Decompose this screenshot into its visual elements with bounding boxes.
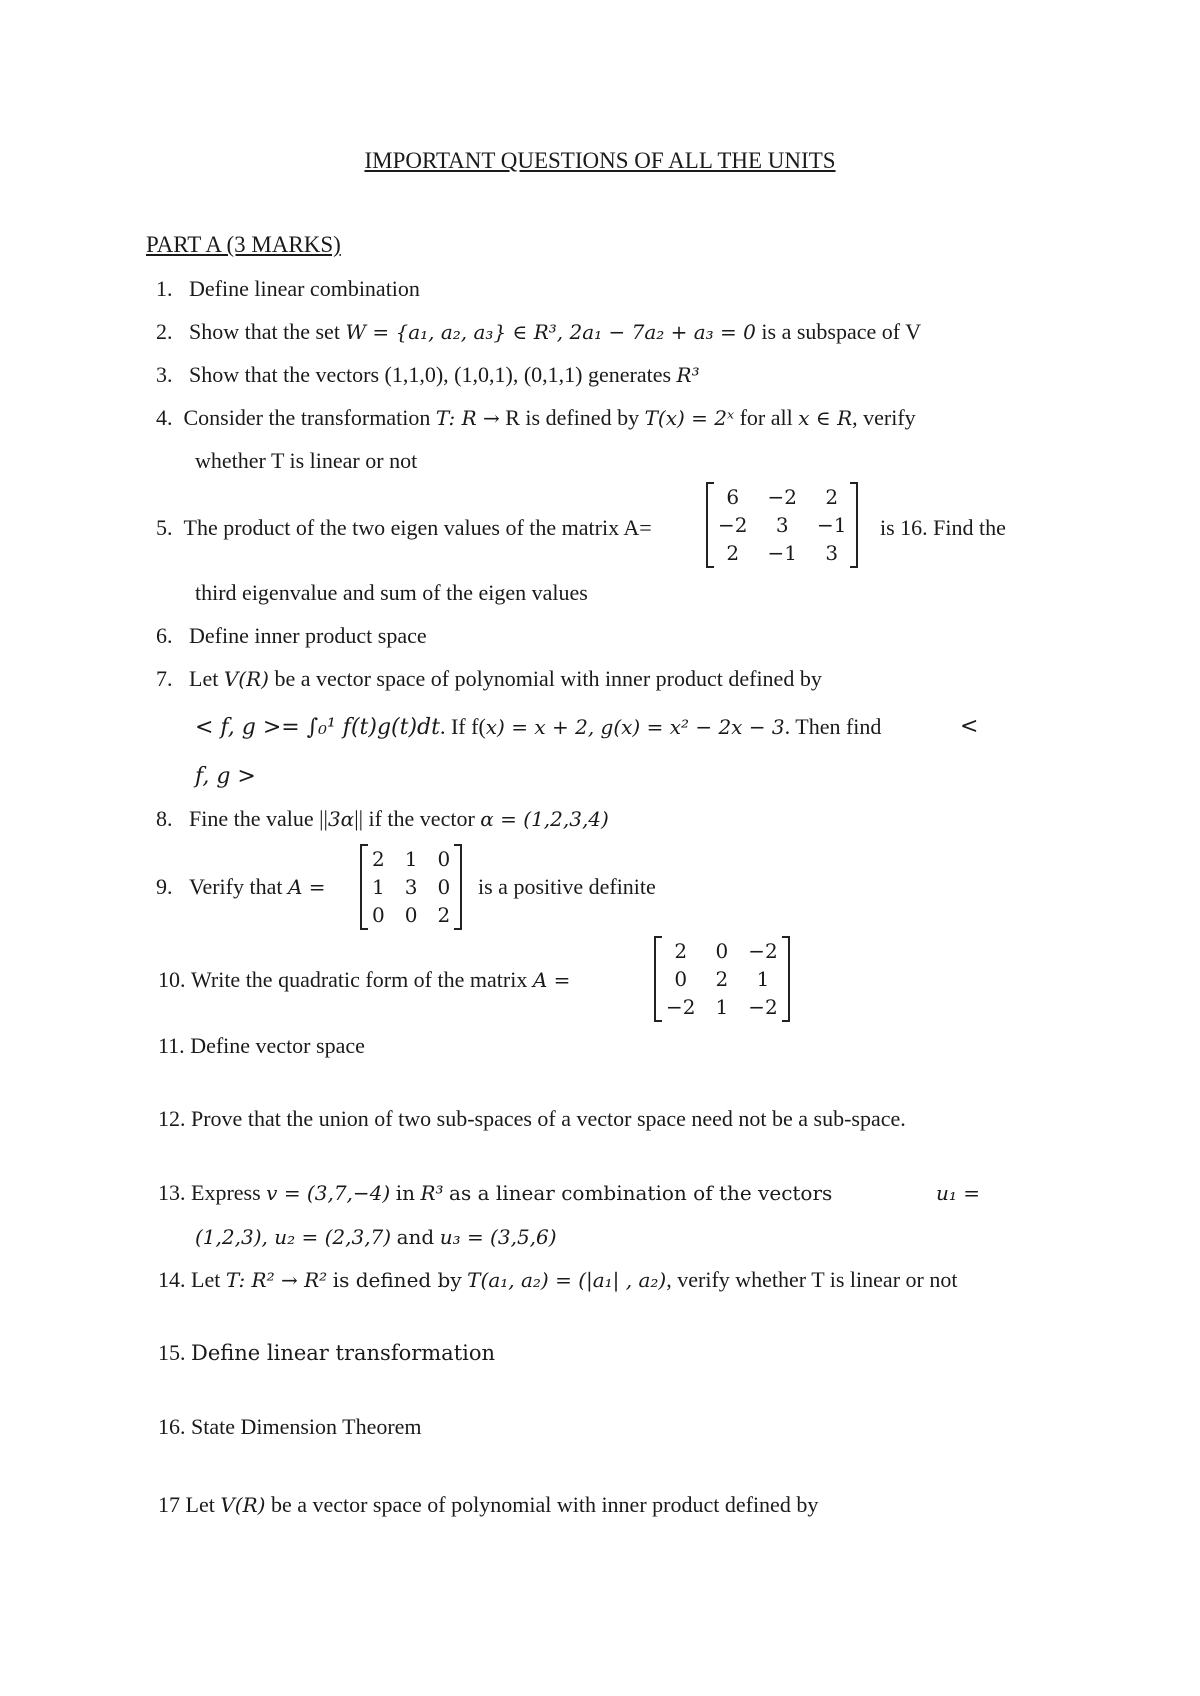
math-expression: T: R → [435,406,500,430]
question-text: R is defined by [505,405,640,430]
question-4-continued: whether T is linear or not [195,448,418,473]
question-number: 4. [156,405,173,430]
matrix-cell: 2 [674,939,688,963]
question-11 [158,1033,365,1059]
question-text: be a vector space of polynomial with inner product defined by [270,1492,819,1517]
matrix-cell: 2 [715,967,729,991]
question-14 [158,1267,957,1293]
math-expression: v = (3,7,−4) [266,1181,391,1205]
question-8 [156,806,609,832]
question-5-continued: third eigenvalue and sum of the eigen values [195,580,588,605]
matrix-cell: 2 [825,485,839,509]
question-number: 14. [158,1267,186,1292]
math-expression: A = [532,968,571,992]
question-text: || if the vector [354,806,475,831]
question-number: 16. [158,1414,186,1439]
matrix-cell: 0 [674,967,688,991]
question-number: 7. [156,666,173,691]
question-number: 11. [158,1033,185,1058]
matrix-cell: 0 [372,903,385,927]
question-4 [156,405,916,431]
question-number: 3. [156,362,173,387]
math-expression: x ∈ R [798,406,853,430]
question-text: and [396,1225,435,1249]
question-number: 13. [158,1180,186,1205]
matrix-cell: −2 [767,485,797,509]
math-expression: T: R² → R² [225,1268,328,1292]
question-number: 2. [156,319,173,344]
matrix-cell: −2 [718,513,748,537]
math-expression: V(R) [220,1493,266,1517]
question-number: 6. [156,623,173,648]
question-10 [158,967,570,993]
question-text: , verify [852,405,916,430]
question-number: 8. [156,806,173,831]
question-7-end: < [960,714,979,739]
matrix-cell: 6 [726,485,740,509]
math-expression: R³ [676,363,700,387]
matrix-cell: 1 [715,995,729,1019]
question-number: 12. [158,1106,186,1131]
question-text: The product of the two eigen values of the matrix A= [183,515,652,540]
question-text: . If f( [439,714,486,739]
question-text: Define vector space [190,1033,365,1058]
math-expression: W = {a₁, a₂, a₃} ∈ R³, 2a₁ − 7a₂ + a₃ = 0 [345,320,756,344]
question-text: Express [191,1180,261,1205]
math-expression: R³ [420,1181,444,1205]
matrix-cell: 0 [404,903,418,927]
matrix-a-q9 [360,845,462,929]
question-number: 10. [158,967,186,992]
math-expression: V(R) [223,667,269,691]
question-1 [156,276,420,302]
matrix-cell: −2 [666,995,696,1019]
matrix-cell: 2 [726,541,740,565]
question-5-tail: is 16. Find the [880,515,1006,540]
question-7-line3: f, g > [195,764,256,789]
matrix-cell: −1 [816,513,847,537]
matrix-cell: 1 [372,875,385,899]
matrix-cell: 1 [756,967,770,991]
matrix-cell: 0 [437,847,451,871]
question-text: be a vector space of polynomial with inner product defined by [274,666,822,691]
math-expression: A = [287,875,326,899]
matrix-a-q5 [706,483,858,567]
question-text: Define inner product space [189,623,427,648]
math-expression: < f, g >= ∫₀¹ f(t)g(t)dt [195,715,440,740]
question-7 [156,666,822,692]
math-expression: (1,2,3), u₂ = (2,3,7) [195,1225,392,1249]
question-text: Fine the value || [189,806,328,831]
matrix-cell: 3 [825,541,839,565]
question-5 [156,515,652,541]
matrix-cell: 2 [437,903,451,927]
question-12 [158,1106,906,1132]
matrix-cell: 0 [437,875,451,899]
question-6 [156,623,427,649]
question-13-line2 [195,1224,557,1250]
question-number: 5. [156,515,173,540]
question-text: Consider the transformation [183,405,431,430]
question-17 [158,1492,818,1518]
question-text: Show that the set [189,319,340,344]
matrix-a-q10 [654,937,790,1021]
question-text: Show that the vectors (1,1,0), (1,0,1), (0,1,1) generates [189,362,672,387]
question-13 [158,1180,832,1206]
question-9 [156,874,326,900]
question-15 [158,1340,495,1366]
question-text: . Then find [784,714,882,739]
matrix-cell: 1 [404,847,418,871]
matrix-cell: 3 [775,513,789,537]
matrix-cell: −2 [748,995,778,1019]
question-text: is defined by [332,1268,462,1292]
question-text: State Dimension Theorem [191,1414,422,1439]
question-text: Let [189,666,219,691]
matrix-cell: −1 [767,541,797,565]
math-expression: x) = x + 2, g(x) = x² − 2x − 3 [485,715,785,739]
question-number: 9. [156,874,173,899]
part-a-heading: PART A (3 MARKS) [146,232,341,257]
question-number: 15. [158,1340,186,1365]
question-text: as a linear combination of the vectors [449,1181,833,1205]
math-expression: α = (1,2,3,4) [480,807,609,831]
matrix-cell: 2 [372,847,385,871]
question-text: Prove that the union of two sub-spaces of a vector space need not be a sub-space. [191,1106,906,1131]
question-text: Let [191,1267,221,1292]
question-text: Let [185,1492,215,1517]
question-13-u1: u₁ = [936,1181,981,1205]
document-title: IMPORTANT QUESTIONS OF ALL THE UNITS [364,148,836,173]
question-text: Write the quadratic form of the matrix [191,967,528,992]
question-text: is a subspace of V [761,319,922,344]
question-9-tail: is a positive definite [478,874,656,899]
question-16 [158,1414,422,1440]
math-expression: 3α [327,807,355,831]
question-7-line2 [195,714,881,741]
question-number: 17 [158,1492,180,1517]
math-expression: u₃ = (3,5,6) [439,1225,557,1249]
matrix-cell: 3 [404,875,418,899]
question-text: for all [739,405,793,430]
question-number: 1. [156,276,173,301]
matrix-cell: −2 [748,939,778,963]
math-expression: T(a₁, a₂) = (|a₁| , a₂) [467,1268,667,1292]
question-text: Define linear transformation [191,1341,496,1365]
question-3 [156,362,700,388]
question-text: in [395,1181,415,1205]
math-expression: T(x) = 2ˣ [644,406,735,430]
question-text: Verify that [189,874,283,899]
question-2 [156,319,921,345]
matrix-cell: 0 [715,939,729,963]
question-text: Define linear combination [189,276,420,301]
question-text: , verify whether T is linear or not [666,1267,958,1292]
